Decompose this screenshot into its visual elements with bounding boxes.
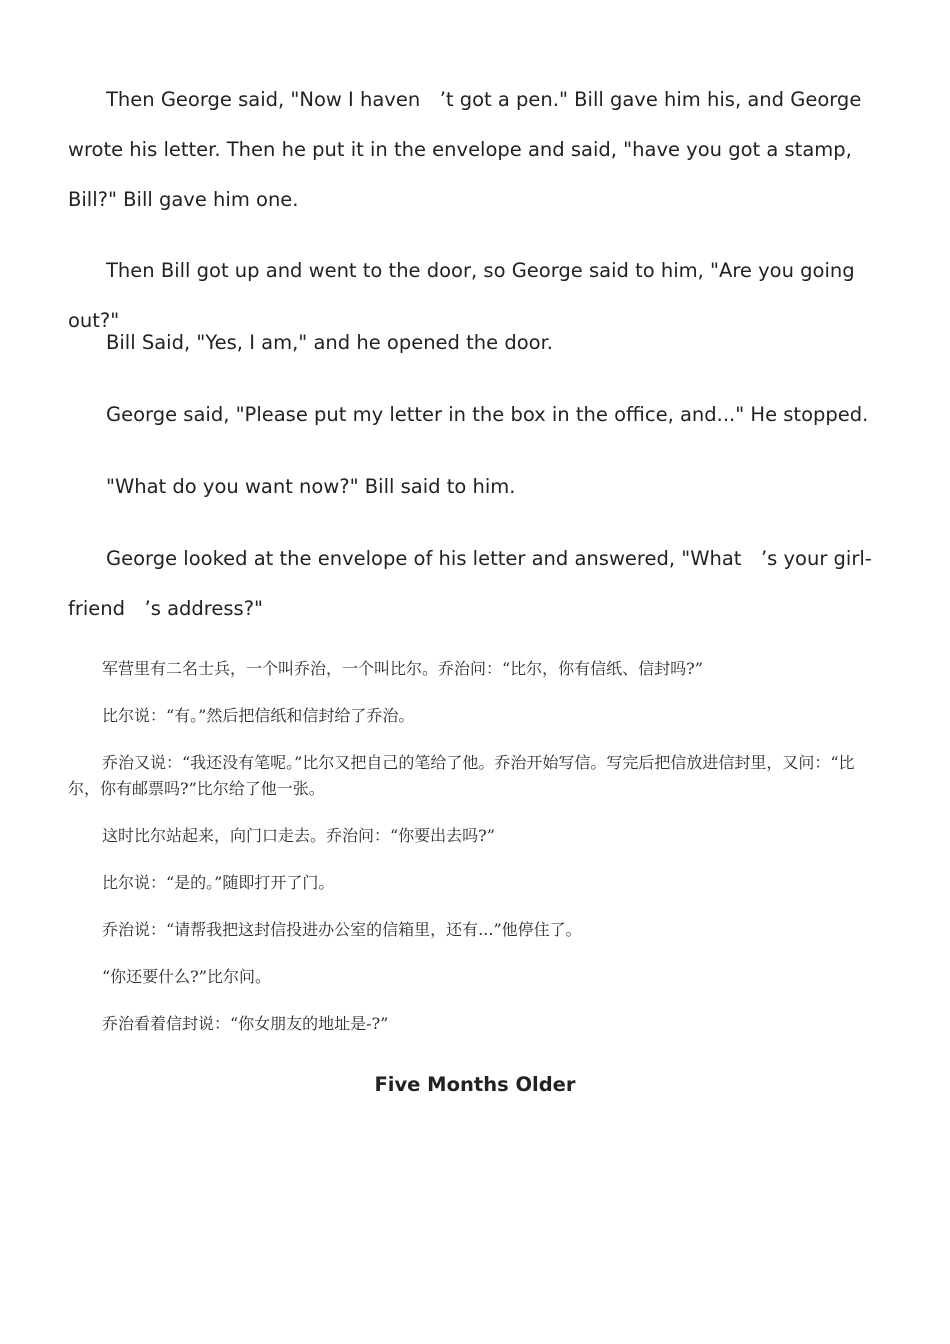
english-paragraph-3: Bill Said, "Yes, I am," and he opened the door. bbox=[106, 331, 553, 354]
story-title: Five Months Older bbox=[374, 1073, 576, 1096]
english-paragraph-2: Then Bill got up and went to the door, so George said to him, "Are you going out?" bbox=[68, 259, 855, 332]
english-paragraph-4: George said, "Please put my letter in the box in the office, and..." He stopped. bbox=[106, 403, 869, 426]
english-paragraph-6: George looked at the envelope of his letter and answered, "What ’s your girl-friend ’s address?" bbox=[68, 547, 872, 620]
chinese-paragraph-3: 乔治又说：“我还没有笔呢。”比尔又把自己的笔给了他。乔治开始写信。写完后把信放进信封里，又问：“比尔，你有邮票吗?”比尔给了他一张。 bbox=[68, 753, 855, 798]
chinese-paragraph-2: 比尔说：“有。”然后把信纸和信封给了乔治。 bbox=[102, 706, 415, 725]
chinese-paragraph-4: 这时比尔站起来，向门口走去。乔治问：“你要出去吗?” bbox=[102, 826, 495, 845]
chinese-paragraph-6: 乔治说：“请帮我把这封信投进办公室的信箱里，还有...”他停住了。 bbox=[102, 920, 582, 939]
chinese-paragraph-1: 军营里有二名士兵，一个叫乔治，一个叫比尔。乔治问：“比尔，你有信纸、信封吗?” bbox=[102, 659, 703, 678]
english-paragraph-1: Then George said, "Now I haven ’t got a pen." Bill gave him his, and George wrote his letter. Then he put it in the envelope and said, "have you got a stamp, Bill?" Bill gave him one. bbox=[68, 88, 862, 211]
english-paragraph-5: "What do you want now?" Bill said to him. bbox=[106, 475, 516, 498]
chinese-paragraph-8: 乔治看着信封说：“你女朋友的地址是-?” bbox=[102, 1014, 389, 1033]
chinese-paragraph-7: “你还要什么?”比尔问。 bbox=[102, 967, 271, 986]
chinese-paragraph-5: 比尔说：“是的。”随即打开了门。 bbox=[102, 873, 335, 892]
